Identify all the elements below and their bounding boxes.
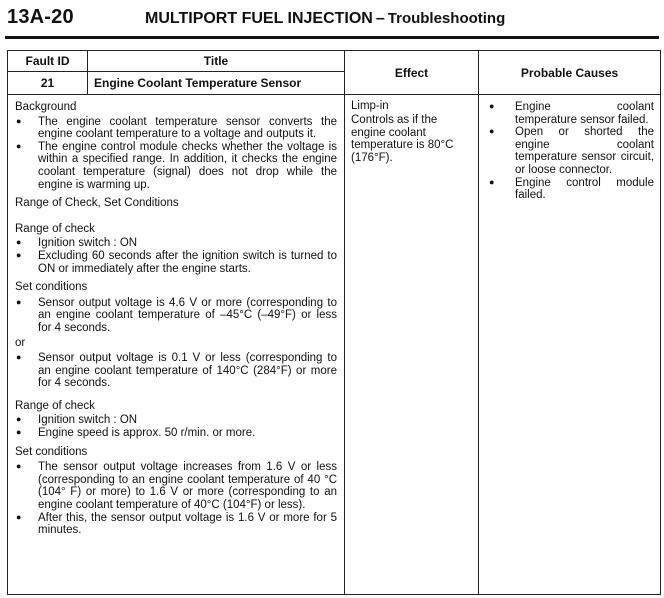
section-name: MULTIPORT FUEL INJECTION [145, 10, 373, 27]
title-header: Title [88, 51, 345, 72]
effect-header: Effect [345, 51, 479, 95]
effect-cell [345, 95, 479, 595]
title-dash: – [375, 10, 385, 27]
set-conditions-heading: Set conditions [15, 445, 88, 458]
fault-id-value: 21 [8, 72, 88, 95]
cause-item: ● Open or shorted the engine coolant temperature sensor circuit, or loose connector. [485, 126, 654, 176]
fault-title-value: Engine Coolant Temperature Sensor [88, 72, 345, 95]
range-of-check-heading: Range of check [15, 399, 95, 412]
fault-id-header: Fault ID [8, 51, 88, 72]
set-condition-item: ● After this, the sensor output voltage is 1.6 V or more for 5 minutes. [15, 512, 337, 537]
cause-item: ● Engine control module failed. [485, 177, 654, 202]
description-cell [8, 95, 345, 595]
probable-causes-header: Probable Causes [479, 51, 661, 95]
section-title [145, 10, 505, 28]
range-item: ● Engine speed is approx. 50 r/min. or more. [15, 427, 337, 440]
cause-item: ● Engine coolant temperature sensor failed. [485, 101, 654, 126]
range-item: ● Excluding 60 seconds after the ignition switch is turned to ON or immediately after the engine starts. [15, 250, 337, 275]
set-condition-item: ● Sensor output voltage is 4.6 V or more (corresponding to an engine coolant temperature of –45°C (–49°F) or less for 4 seconds. [15, 297, 337, 335]
range-of-check-heading: Range of check [15, 222, 95, 235]
subsection-name: Troubleshooting [387, 10, 506, 27]
page-number: 13A-20 [7, 6, 74, 28]
probable-causes-cell [479, 95, 661, 595]
or-separator: or [15, 336, 26, 349]
fault-table [7, 50, 661, 595]
header-rule [5, 36, 659, 39]
background-item: ● The engine coolant temperature sensor converts the engine coolant temperature to a voltage and outputs it. [15, 116, 337, 141]
effect-limp-in: Limp-in [351, 100, 389, 112]
set-condition-item: ● The sensor output voltage increases from 1.6 V or less (corresponding to an engine coolant temperature of 40 °C (104° F) or more) to 1.6 V or more (corresponding to an engine coolant temperature of 40°C (104°F) or less). [15, 461, 337, 511]
range-item: ● Ignition switch : ON [15, 414, 337, 427]
range-set-heading: Range of Check, Set Conditions [15, 197, 179, 210]
page-header [0, 0, 664, 40]
background-item: ● The engine control module checks whether the voltage is within a specified range. In addition, it checks the engine coolant temperature (signal) does not drop while the engine is warming up. [15, 141, 337, 191]
set-conditions-heading: Set conditions [15, 281, 88, 294]
set-condition-item: ● Sensor output voltage is 0.1 V or less (corresponding to an engine coolant temperature of 140°C (284°F) or more for 4 seconds. [15, 352, 337, 390]
range-item: ● Ignition switch : ON [15, 237, 337, 250]
background-heading: Background [15, 101, 77, 113]
effect-description: Controls as if the engine coolant temperature is 80°C (176°F). [351, 113, 454, 165]
